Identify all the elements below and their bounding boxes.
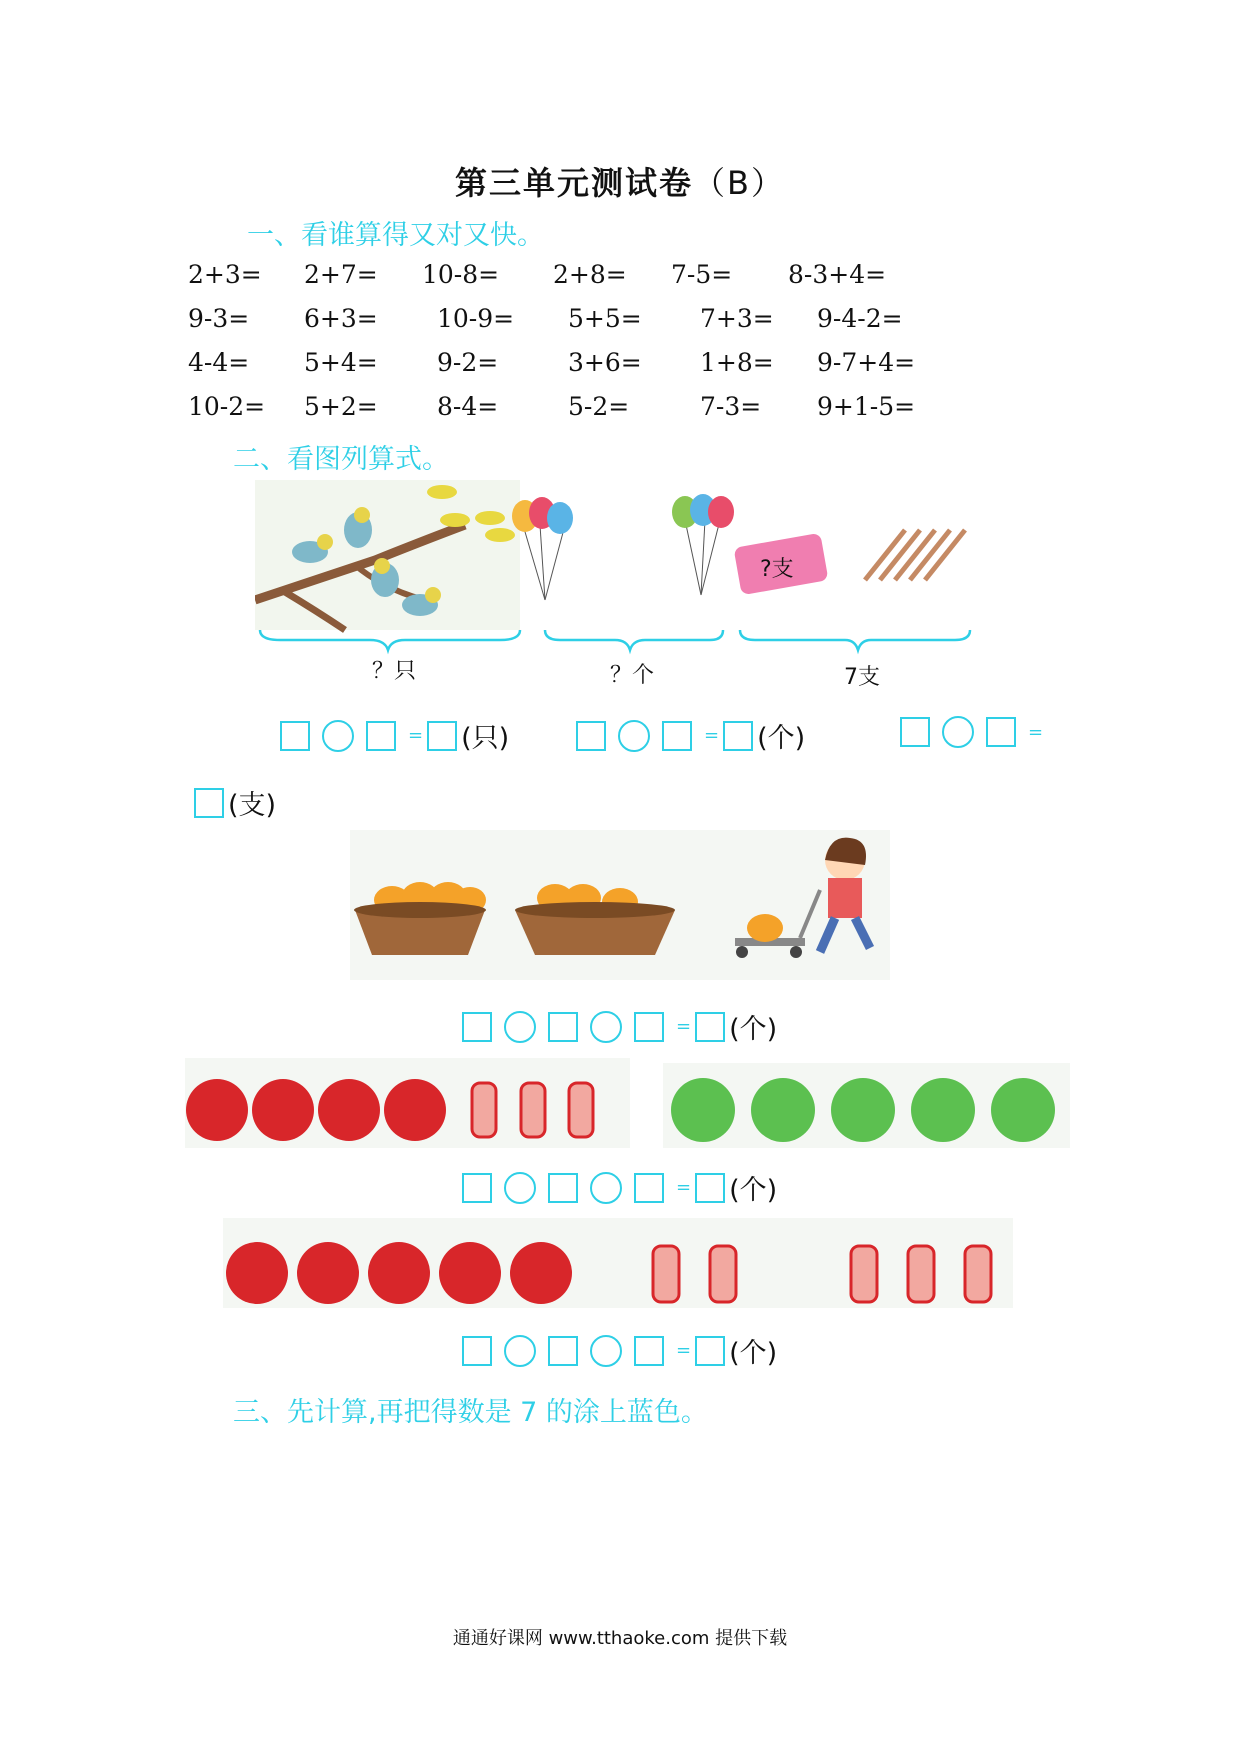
- picture-baskets-cart: [350, 830, 890, 980]
- arith-r1-c1: 2+3=: [188, 260, 262, 289]
- balloons-illustration: [512, 494, 734, 600]
- birds-illustration: [255, 480, 520, 630]
- answer-balloons: [576, 716, 805, 755]
- arith-r2-c4: 5+5=: [568, 304, 642, 333]
- operator-circle[interactable]: [942, 716, 974, 748]
- brace-balloons: [545, 630, 723, 650]
- equals-sign: =: [676, 1016, 692, 1037]
- page-title: [0, 158, 1240, 204]
- operator-circle[interactable]: [322, 720, 354, 752]
- unit-label: (只): [461, 723, 510, 754]
- equals-sign: =: [408, 725, 424, 746]
- arith-r3-c5: 1+8=: [700, 348, 774, 377]
- arith-r2-c6: 9-4-2=: [817, 304, 903, 333]
- answer-apples-2: [462, 1331, 777, 1370]
- answer-box[interactable]: [462, 1173, 492, 1203]
- picture-apples-2: [223, 1218, 1013, 1308]
- result-box[interactable]: [194, 788, 224, 818]
- answer-box[interactable]: [548, 1012, 578, 1042]
- arith-r3-c3: 9-2=: [437, 348, 499, 377]
- result-box[interactable]: [427, 721, 457, 751]
- arith-r4-c6: 9+1-5=: [817, 392, 916, 421]
- equals-sign: =: [1028, 721, 1044, 743]
- arith-r1-c4: 2+8=: [553, 260, 627, 289]
- answer-box[interactable]: [576, 721, 606, 751]
- title-text: 第三单元测试卷: [455, 164, 694, 202]
- arith-r4-c2: 5+2=: [304, 392, 378, 421]
- answer-box[interactable]: [986, 717, 1016, 747]
- arith-r3-c2: 5+4=: [304, 348, 378, 377]
- answer-apples-1: [462, 1168, 777, 1207]
- answer-box[interactable]: [634, 1173, 664, 1203]
- unit-label: (个): [757, 723, 806, 754]
- answer-box[interactable]: [462, 1336, 492, 1366]
- answer-box[interactable]: [662, 721, 692, 751]
- answer-box[interactable]: [900, 717, 930, 747]
- section-3-heading: 三、先计算,再把得数是 7 的涂上蓝色。: [233, 1397, 708, 1428]
- arith-r4-c3: 8-4=: [437, 392, 499, 421]
- section-2-heading: 二、看图列算式。: [233, 444, 449, 475]
- result-box[interactable]: [695, 1173, 725, 1203]
- equals-sign: =: [676, 1177, 692, 1198]
- title-suffix: （B）: [693, 164, 785, 202]
- operator-circle[interactable]: [590, 1335, 622, 1367]
- pencil-case-label: ?支: [760, 557, 794, 582]
- operator-circle[interactable]: [618, 720, 650, 752]
- arith-r1-c5: 7-5=: [671, 260, 733, 289]
- answer-box[interactable]: [548, 1336, 578, 1366]
- label-birds: ？只: [372, 659, 417, 684]
- answer-box[interactable]: [366, 721, 396, 751]
- label-pencils: 7支: [844, 665, 880, 690]
- unit-label: (个): [729, 1175, 778, 1206]
- operator-circle[interactable]: [504, 1172, 536, 1204]
- result-box[interactable]: [695, 1012, 725, 1042]
- unit-label: (支): [228, 790, 277, 821]
- equals-sign: =: [676, 1340, 692, 1361]
- answer-box[interactable]: [548, 1173, 578, 1203]
- answer-box[interactable]: [280, 721, 310, 751]
- arith-r3-c1: 4-4=: [188, 348, 250, 377]
- arith-r4-c5: 7-3=: [700, 392, 762, 421]
- operator-circle[interactable]: [590, 1172, 622, 1204]
- arith-r1-c6: 8-3+4=: [788, 260, 887, 289]
- brace-pencils: [740, 630, 970, 650]
- result-box[interactable]: [695, 1336, 725, 1366]
- operator-circle[interactable]: [504, 1011, 536, 1043]
- arith-r2-c1: 9-3=: [188, 304, 250, 333]
- answer-box[interactable]: [634, 1336, 664, 1366]
- operator-circle[interactable]: [504, 1335, 536, 1367]
- arith-r1-c2: 2+7=: [304, 260, 378, 289]
- answer-box[interactable]: [462, 1012, 492, 1042]
- picture-apples-1: [185, 1058, 1070, 1148]
- apple-cores: [472, 1083, 593, 1137]
- arith-r3-c6: 9-7+4=: [817, 348, 916, 377]
- unit-label: (个): [729, 1014, 778, 1045]
- answer-pencils-part2: [194, 783, 276, 822]
- arith-r4-c4: 5-2=: [568, 392, 630, 421]
- arith-r2-c2: 6+3=: [304, 304, 378, 333]
- section-1-heading: 一、看谁算得又对又快。: [247, 220, 544, 251]
- answer-box[interactable]: [634, 1012, 664, 1042]
- operator-circle[interactable]: [590, 1011, 622, 1043]
- equals-sign: =: [704, 725, 720, 746]
- red-apples: [226, 1242, 572, 1304]
- unit-label: (个): [729, 1338, 778, 1369]
- arith-r2-c3: 10-9=: [437, 304, 515, 333]
- result-box[interactable]: [723, 721, 753, 751]
- answer-pencils-part1: [900, 716, 1047, 748]
- apple-cores-group-2: [851, 1246, 991, 1302]
- brace-birds: [260, 630, 520, 650]
- footer-text: 通通好课网 www.tthaoke.com 提供下载: [452, 1628, 788, 1649]
- arith-r3-c4: 3+6=: [568, 348, 642, 377]
- label-balloons: ？个: [610, 663, 655, 688]
- arith-r2-c5: 7+3=: [700, 304, 774, 333]
- arith-r1-c3: 10-8=: [422, 260, 500, 289]
- answer-birds: [280, 716, 509, 755]
- answer-pumpkins: [462, 1007, 777, 1046]
- arith-r4-c1: 10-2=: [188, 392, 266, 421]
